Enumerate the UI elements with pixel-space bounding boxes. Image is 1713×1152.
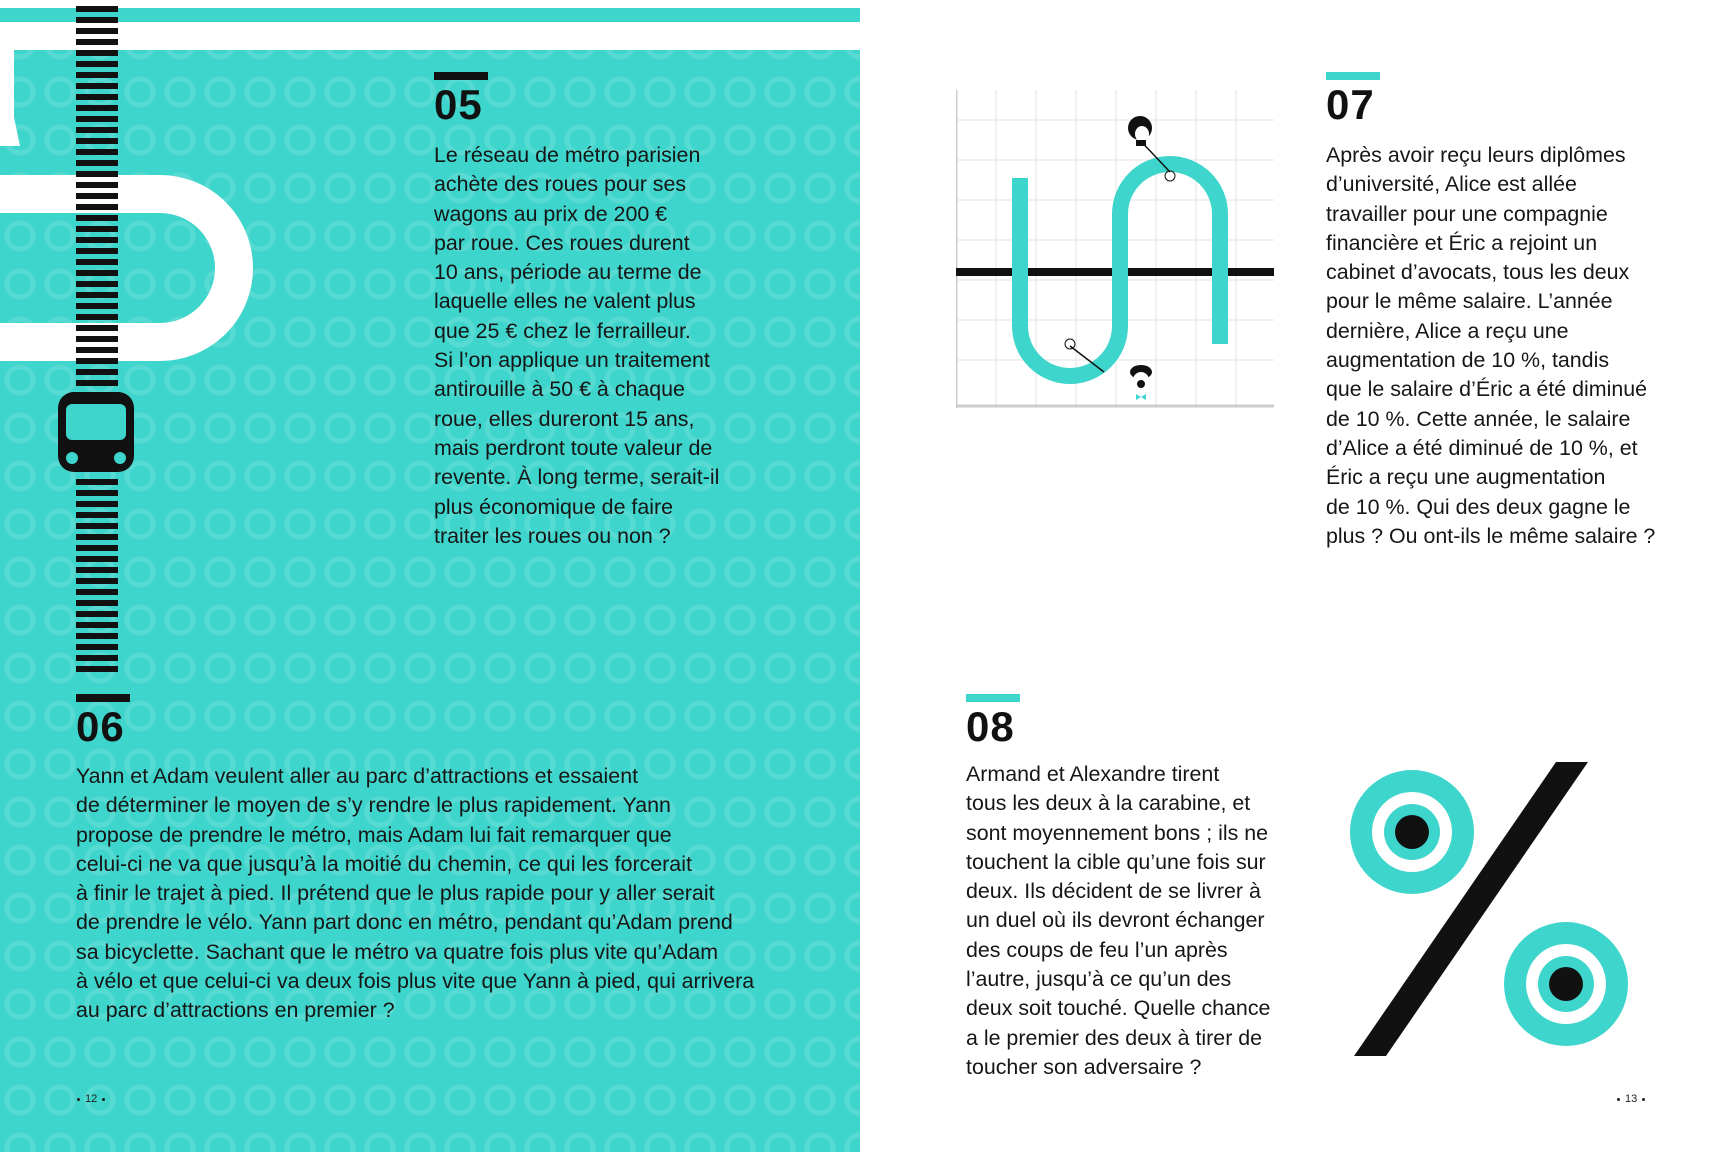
text-line: des coups de feu l’un après (966, 937, 1228, 962)
text-line: Si l’on applique un traitement (434, 348, 710, 373)
question-07-number (1326, 72, 1380, 126)
text-line: sa bicyclette. Sachant que le métro va quatre fois plus vite qu’Adam (76, 939, 719, 964)
text-line: que 25 € chez le ferrailleur. (434, 318, 691, 343)
text-line: à finir le trajet à pied. Il prétend que le plus rapide pour y aller serait (76, 881, 715, 906)
text-line: deux soit touché. Quelle chance (966, 996, 1271, 1021)
question-number: 06 (76, 703, 125, 750)
text-line: toucher son adversaire ? (966, 1054, 1202, 1079)
text-line: propose de prendre le métro, mais Adam lui fait remarquer que (76, 822, 672, 847)
text-line: Après avoir reçu leurs diplômes (1326, 143, 1626, 167)
question-number: 05 (434, 81, 483, 128)
metro-train-icon (0, 0, 860, 720)
text-line: traiter les roues ou non ? (434, 523, 671, 548)
text-line: Yann et Adam veulent aller au parc d’attractions et essaient (76, 764, 639, 788)
text-line: deux. Ils décident de se livrer à (966, 879, 1261, 904)
text-line: de déterminer le moyen de s’y rendre le plus rapidement. Yann (76, 793, 671, 818)
text-line: un duel où ils devront échanger (966, 908, 1265, 933)
text-line: au parc d’attractions en premier ? (76, 998, 395, 1023)
number-bar (76, 694, 130, 702)
text-line: sont moyennement bons ; ils ne (966, 820, 1269, 845)
text-line: 10 ans, période au terme de (434, 260, 702, 285)
page-number-left: 12 (72, 1093, 110, 1105)
text-line: d’Alice a été diminué de 10 %, et (1326, 435, 1638, 460)
text-line: a le premier des deux à tirer de (966, 1025, 1263, 1050)
text-line: touchent la cible qu’une fois sur (966, 849, 1266, 874)
text-line: de prendre le vélo. Yann part donc en métro, pendant qu’Adam prend (76, 910, 733, 935)
number-bar (966, 694, 1020, 702)
text-line: wagons au prix de 200 € (434, 201, 668, 226)
number-bar (1326, 72, 1380, 80)
text-line: de 10 %. Qui des deux gagne le (1326, 494, 1631, 519)
text-line: antirouille à 50 € à chaque (434, 377, 685, 402)
percent-target-icon (1344, 756, 1664, 1056)
text-line: à vélo et que celui-ci va deux fois plus vite que Yann à pied, qui arrivera (76, 969, 755, 994)
text-line: plus ? Ou ont-ils le même salaire ? (1326, 523, 1656, 548)
text-line: l’autre, jusqu’à ce qu’un des (966, 967, 1232, 992)
right-page (860, 0, 1713, 1152)
text-line: de 10 %. Cette année, le salaire (1326, 406, 1631, 431)
alice-avatar-icon (1122, 112, 1158, 148)
text-line: plus économique de faire (434, 494, 674, 519)
text-line: celui-ci ne va que jusqu’à la moitié du chemin, ce qui les forcerait (76, 851, 692, 876)
eric-avatar-icon (1124, 362, 1158, 402)
number-bar (434, 72, 488, 80)
text-line: tous les deux à la carabine, et (966, 791, 1251, 816)
text-line: roue, elles dureront 15 ans, (434, 406, 695, 431)
text-line: d’université, Alice est allée (1326, 172, 1577, 197)
question-05-text (434, 141, 719, 551)
text-line: pour le même salaire. L’année (1326, 289, 1613, 314)
question-05-number (434, 72, 488, 126)
page-number-right: 13 (1612, 1093, 1650, 1105)
text-line: Le réseau de métro parisien (434, 143, 701, 167)
question-number: 07 (1326, 81, 1375, 128)
question-06-text (76, 762, 754, 1026)
text-line: dernière, Alice a reçu une (1326, 318, 1569, 343)
salary-graph-icon (956, 90, 1286, 420)
text-line: que le salaire d’Éric a été diminué (1326, 377, 1648, 402)
text-line: laquelle elles ne valent plus (434, 289, 696, 314)
text-line: cabinet d’avocats, tous les deux (1326, 260, 1630, 285)
text-line: financière et Éric a rejoint un (1326, 230, 1598, 255)
question-07-text (1326, 141, 1655, 551)
text-line: achète des roues pour ses (434, 172, 687, 197)
question-08-text (966, 760, 1270, 1082)
text-line: mais perdront toute valeur de (434, 435, 713, 460)
text-line: Éric a reçu une augmentation (1326, 465, 1606, 490)
text-line: par roue. Ces roues durent (434, 230, 690, 255)
question-number: 08 (966, 703, 1015, 750)
question-06-number (76, 694, 130, 748)
text-line: Armand et Alexandre tirent (966, 762, 1220, 786)
question-08-number (966, 694, 1020, 748)
text-line: augmentation de 10 %, tandis (1326, 348, 1610, 373)
text-line: travailler pour une compagnie (1326, 201, 1608, 226)
text-line: revente. À long terme, serait-il (434, 465, 720, 490)
